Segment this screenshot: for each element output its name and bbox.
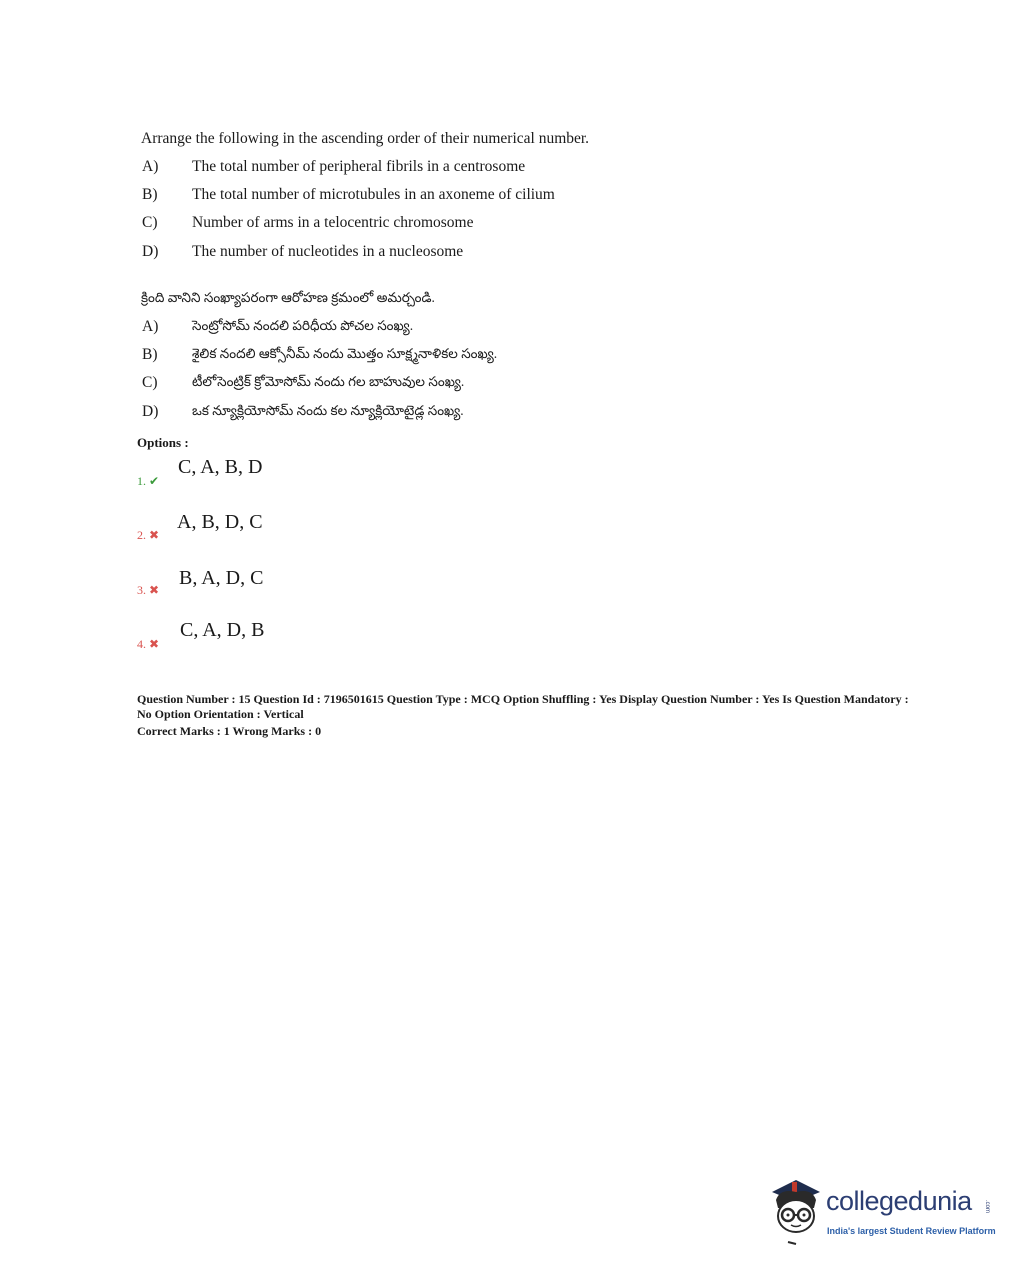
- option-text: A, B, D, C: [177, 511, 263, 533]
- item-text: The total number of microtubules in an axoneme of cilium: [192, 186, 555, 203]
- collegedunia-logo-icon: [766, 1178, 826, 1248]
- brand-name: collegedunia: [826, 1186, 972, 1216]
- option-number: 4. ✖: [137, 637, 160, 651]
- check-icon: ✔: [149, 474, 160, 488]
- brand-tagline: India's largest Student Review Platform: [827, 1226, 996, 1236]
- option-number: 1. ✔: [137, 474, 160, 488]
- item-label: B): [142, 186, 158, 203]
- item-label: C): [142, 214, 158, 231]
- item-label: D): [142, 243, 159, 260]
- cross-icon: ✖: [149, 637, 160, 651]
- item-label: C): [142, 374, 158, 391]
- brand-tld: .com: [984, 1200, 990, 1214]
- question-stem-telugu: క్రింది వానిని సంఖ్యాపరంగా ఆరోహణ క్రమంలో అమర్చండి.: [141, 290, 435, 305]
- item-text: The total number of peripheral fibrils in a centrosome: [192, 158, 526, 175]
- item-text: టీలోసెంట్రిక్ క్రోమోసోమ్ నందు గల బాహువుల సంఖ్య.: [192, 374, 465, 389]
- cross-icon: ✖: [149, 528, 160, 542]
- item-label: D): [142, 403, 159, 420]
- item-text: సెంట్రోసోమ్ నందలి పరిధీయ పోచల సంఖ్య.: [192, 318, 414, 333]
- item-label: A): [142, 318, 159, 335]
- option-number: 2. ✖: [137, 528, 160, 542]
- options-title: Options :: [137, 435, 189, 450]
- option-number: 3. ✖: [137, 583, 160, 597]
- option-text: C, A, D, B: [180, 619, 265, 641]
- marks-info: Correct Marks : 1 Wrong Marks : 0: [137, 724, 322, 738]
- item-text: ఒక న్యూక్లియోసోమ్ నందు కల న్యూక్లియోటైడ్ల సంఖ్య.: [192, 403, 464, 418]
- cross-icon: ✖: [149, 583, 160, 597]
- item-label: B): [142, 346, 158, 363]
- item-text: శైలిక నందలి ఆక్సోనీమ్ నందు మొత్తం సూక్ష్మనాళికల సంఖ్య.: [192, 346, 498, 361]
- item-text: The number of nucleotides in a nucleosome: [192, 243, 464, 260]
- question-metadata: Question Number : 15 Question Id : 7196501615 Question Type : MCQ Option Shuffling : Yes Display Question Number : Yes Is Question Mandatory : No Option Orientation : Vertical: [137, 692, 909, 721]
- question-stem: Arrange the following in the ascending order of their numerical number.: [141, 130, 590, 147]
- option-text: B, A, D, C: [179, 567, 264, 589]
- item-label: A): [142, 158, 159, 175]
- option-text: C, A, B, D: [178, 456, 263, 478]
- item-text: Number of arms in a telocentric chromosome: [192, 214, 474, 231]
